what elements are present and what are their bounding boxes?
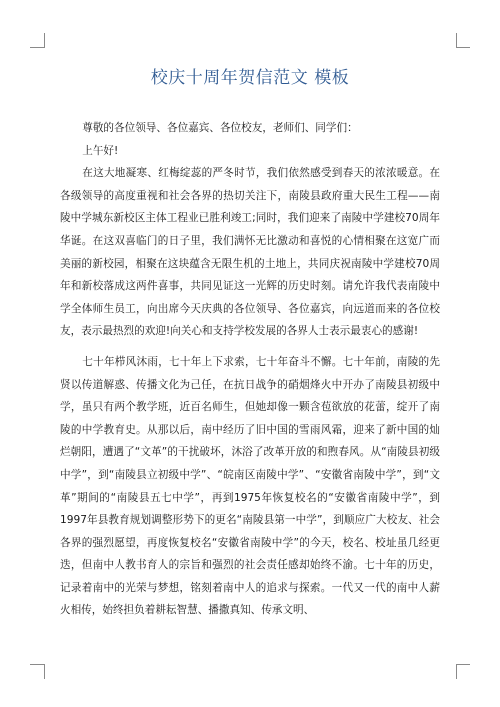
crop-mark-top-left <box>44 33 45 48</box>
body-paragraph: 七十年栉风沐雨，七十年上下求索，七十年奋斗不懈。七十年前，南陵的先贤以传道解惑、传播文化为己任，在抗日战争的硝烟烽火中开办了南陵县初级中学，虽只有两个教学班，近百名师生，但她却像一颗含苞欲放的花蕾，绽开了南陵的中学教育史。从那以后，南中经历了旧中国的雪雨风霜，迎来了新中国的灿烂朝阳，遭遇了“文革”的干扰破坏，沐浴了改革开放的和煦春风。从“南陵县初级中学”，到“南陵县立初级中学”、“皖南区南陵中学”、“安徽省南陵中学”，到“文革”期间的“南陵县五七中学”，再到1975年恢复校名的“安徽省南陵中学”，到1997年县教育规划调整形势下的更名“南陵县第一中学”，到顺应广大校友、社会各界的强烈愿望，再度恢复校名“安徽省南陵中学”的今天，校名、校址虽几经更迭，但南中人教书育人的宗旨和强烈的社会责任感却始终不渝。七十年的历史，记录着南中的光荣与梦想，铭刻着南中人的追求与探索。一代又一代的南中人薪火相传，始终担负着耕耘智慧、播撒真知、传承文明、 <box>60 355 440 617</box>
crop-mark-top-right <box>456 33 457 48</box>
salutation: 上午好! <box>82 144 119 157</box>
crop-mark-top-left <box>30 47 44 48</box>
greeting: 尊敬的各位领导、各位嘉宾、各位校友，老师们、同学们： <box>82 122 358 134</box>
crop-mark-bottom-right <box>456 664 470 665</box>
crop-mark-bottom-left <box>44 664 45 679</box>
crop-mark-top-right <box>456 47 470 48</box>
crop-mark-bottom-left <box>30 664 44 665</box>
crop-mark-bottom-right <box>456 664 457 679</box>
document-title: 校庆十周年贺信范文 模板 <box>150 68 350 88</box>
document-body <box>60 117 440 622</box>
body-paragraph: 在这大地凝寒、红梅绽蕊的严冬时节，我们依然感受到春天的浓浓暖意。在各级领导的高度重视和社会各界的热切关注下，南陵县政府重大民生工程——南陵中学城东新校区主体工程业已胜利竣工;同时，我们迎来了南陵中学建校70周年华诞。在这双喜临门的日子里，我们满怀无比激动和喜悦的心情相聚在这宽广而美丽的新校园，相聚在这块蕴含无限生机的土地上，共同庆祝南陵中学建校70周年和新校落成这两件喜事，共同见证这一光辉的历史时刻。请允许我代表南陵中学全体师生员工，向出席今天庆典的各位领导、各位嘉宾，向远道而来的各位校友，表示最热烈的欢迎!向关心和支持学校发展的各界人士表示最衷心的感谢! <box>60 167 440 338</box>
